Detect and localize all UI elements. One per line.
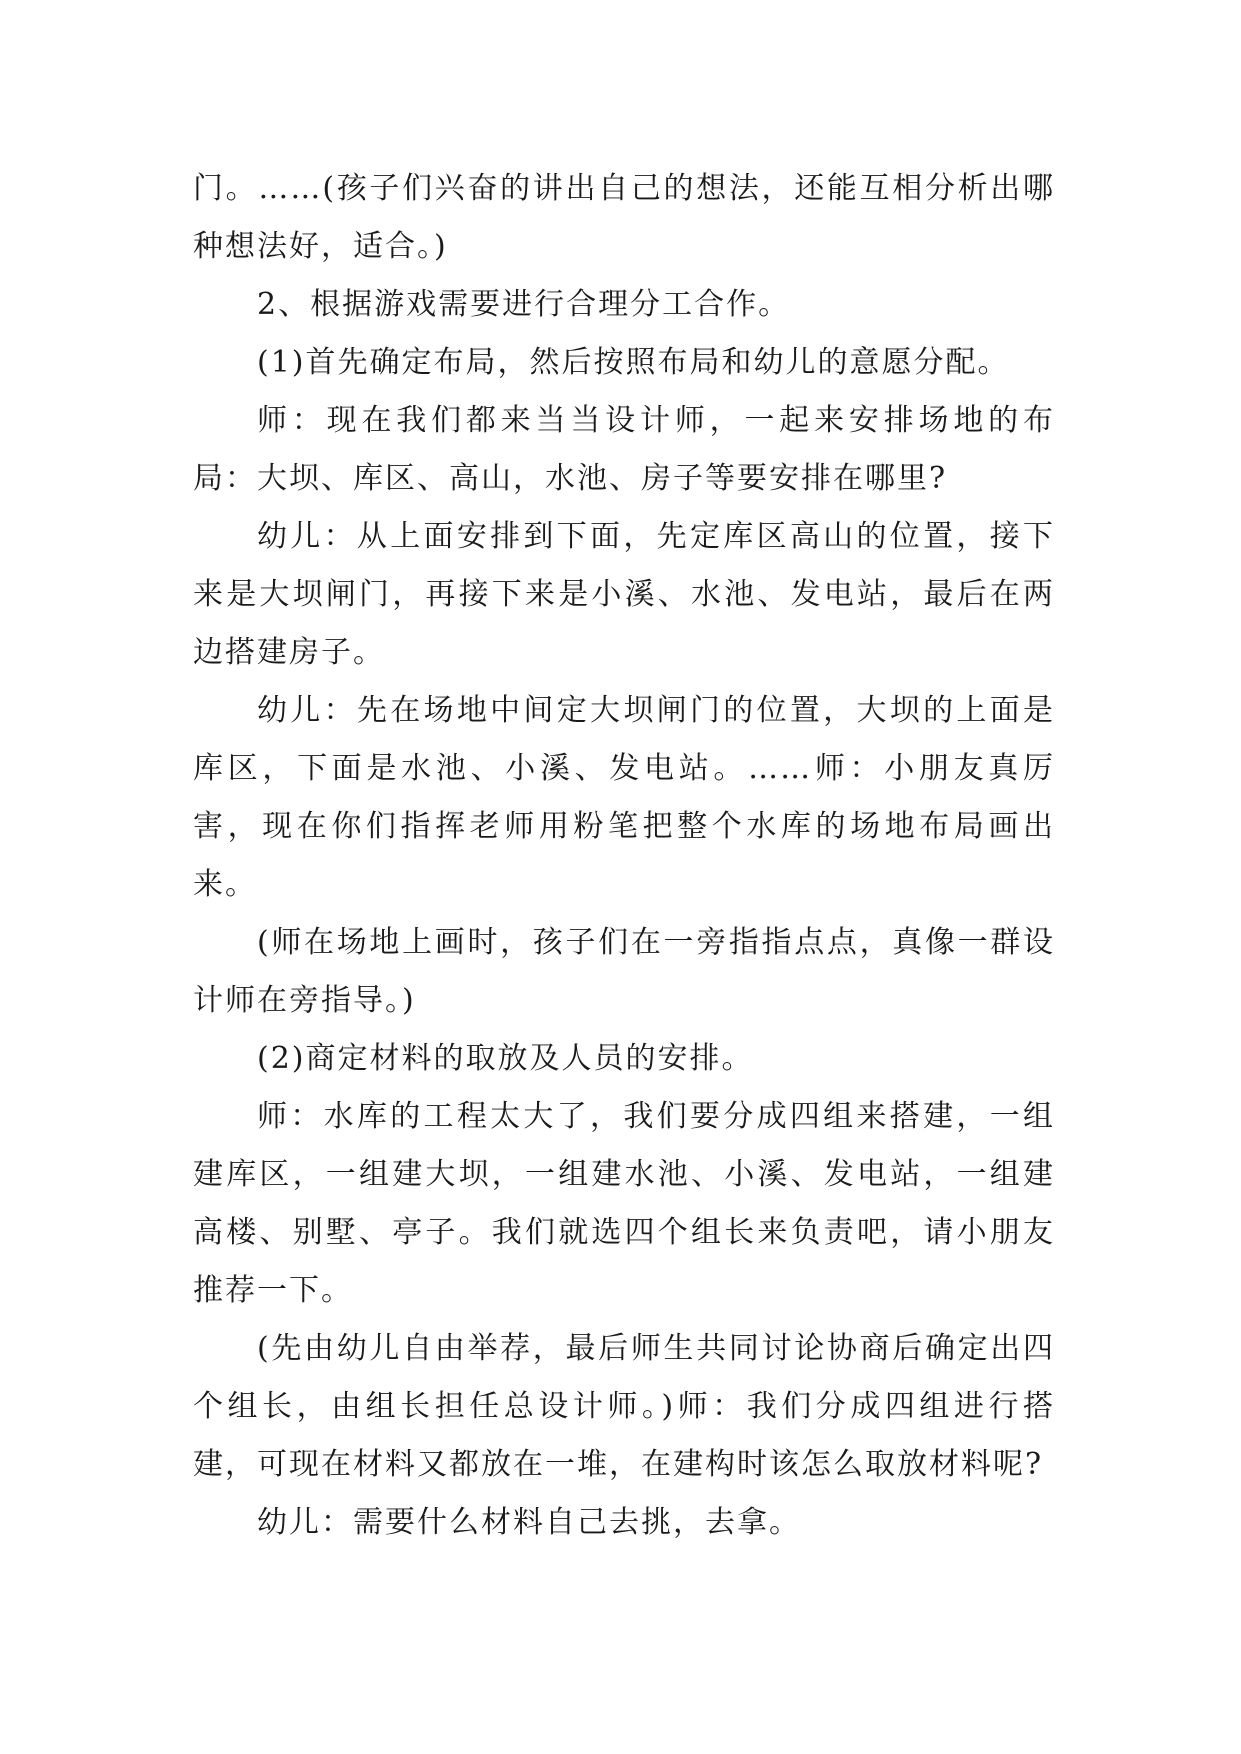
paragraph: (2)商定材料的取放及人员的安排。 (257, 1041, 754, 1076)
paragraph: 2、根据游戏需要进行合理分工合作。 (257, 287, 791, 322)
paragraph: (1)首先确定布局，然后按照布局和幼儿的意愿分配。 (257, 345, 1010, 380)
paragraph: 师：现在我们都来当当设计师，一起来安排场地的布局：大坝、库区、高山，水池、房子等要安排在哪里? (193, 403, 1055, 496)
paragraph: 门。……(孩子们兴奋的讲出自己的想法，还能互相分析出哪种想法好，适合。) (193, 171, 1055, 264)
paragraph: 幼儿：需要什么材料自己去挑，去拿。 (257, 1505, 801, 1540)
paragraph: (先由幼儿自由举荐，最后师生共同讨论协商后确定出四个组长，由组长担任总设计师。)师：我们分成四组进行搭建，可现在材料又都放在一堆，在建构时该怎么取放材料呢? (193, 1331, 1055, 1482)
paragraph: (师在场地上画时，孩子们在一旁指指点点，真像一群设计师在旁指导。) (193, 925, 1055, 1018)
paragraph: 幼儿：先在场地中间定大坝闸门的位置，大坝的上面是库区，下面是水池、小溪、发电站。……师：小朋友真厉害，现在你们指挥老师用粉笔把整个水库的场地布局画出来。 (193, 693, 1055, 902)
document-body (193, 160, 1055, 1552)
paragraph: 幼儿：从上面安排到下面，先定库区高山的位置，接下来是大坝闸门，再接下来是小溪、水池、发电站，最后在两边搭建房子。 (193, 519, 1055, 670)
paragraph: 师：水库的工程太大了，我们要分成四组来搭建，一组建库区，一组建大坝，一组建水池、小溪、发电站，一组建高楼、别墅、亭子。我们就选四个组长来负责吧，请小朋友推荐一下。 (193, 1099, 1055, 1308)
